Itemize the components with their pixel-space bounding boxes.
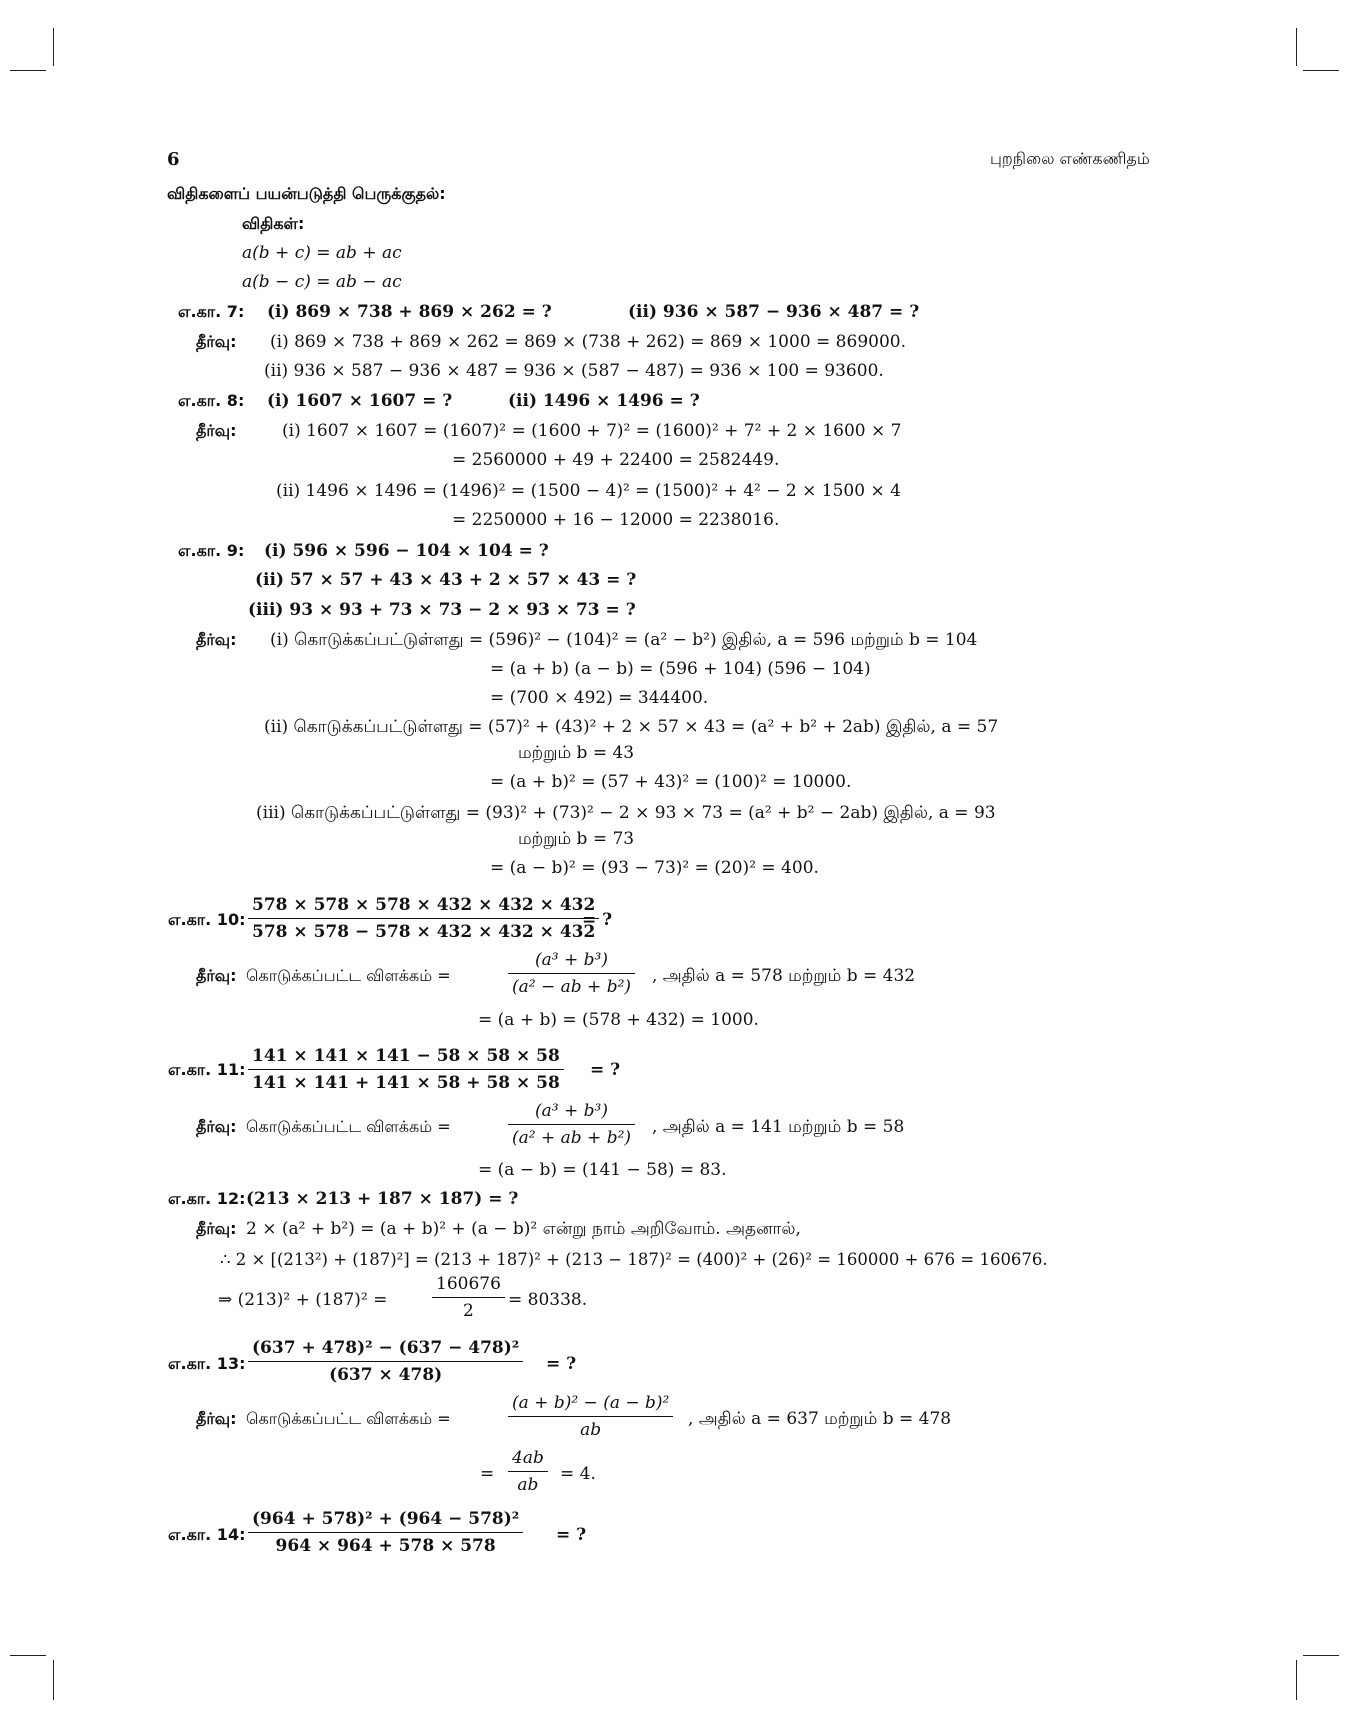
solution-label: தீர்வு: — [196, 1117, 237, 1136]
example-9-question-iii: (iii) 93 × 93 + 73 × 73 − 2 × 93 × 73 = ? — [248, 600, 636, 620]
fraction-denominator: (a² + ab + b²) — [512, 1128, 632, 1148]
example-8-question-ii: (ii) 1496 × 1496 = ? — [508, 391, 700, 411]
fraction-denominator: ab — [580, 1420, 602, 1440]
example-8-solution-i-result: = 2560000 + 49 + 22400 = 2582449. — [452, 450, 780, 470]
solution-label: தீர்வு: — [196, 966, 237, 985]
example-12-solution-identity: 2 × (a² + b²) = (a + b)² + (a − b)² என்று நாம் அறிவோம். அதனால், — [246, 1219, 801, 1239]
example-10-equals-question: = ? — [582, 910, 613, 930]
example-11-label: எ.கா. 11: — [168, 1060, 246, 1079]
example-12-label: எ.கா. 12: — [168, 1189, 246, 1208]
example-7-question-i: (i) 869 × 738 + 869 × 262 = ? — [267, 302, 552, 322]
fraction-numerator: 141 × 141 × 141 − 58 × 58 × 58 — [248, 1046, 564, 1070]
crop-mark — [10, 1655, 46, 1656]
fraction-denominator: 578 × 578 − 578 × 432 × 432 × 432 — [252, 922, 596, 942]
example-14-fraction — [248, 1509, 523, 1556]
fraction-denominator: 2 — [463, 1301, 474, 1321]
example-9-solution-ii: (ii) கொடுக்கப்பட்டுள்ளது = (57)² + (43)² + 2 × 57 × 43 = (a² + b² + 2ab) இதில், a = 57 — [264, 717, 999, 737]
fraction-numerator: (a + b)² − (a − b)² — [508, 1393, 673, 1417]
example-9-solution-i-step2: = (a + b) (a − b) = (596 + 104) (596 − 104) — [490, 659, 871, 679]
example-10-solution-fraction — [508, 950, 635, 997]
fraction-numerator: (637 + 478)² − (637 − 478)² — [248, 1338, 523, 1362]
solution-label: தீர்வு: — [196, 1219, 237, 1238]
solution-label: தீர்வு: — [196, 332, 237, 351]
example-13-fraction — [248, 1338, 523, 1385]
example-11-fraction — [248, 1046, 564, 1093]
running-title: புறநிலை எண்கணிதம் — [990, 149, 1150, 168]
example-13-result-tail: = 4. — [560, 1464, 596, 1484]
example-10-fraction — [248, 895, 599, 942]
example-13-equals-question: = ? — [546, 1354, 577, 1374]
example-11-solution-fraction — [508, 1101, 635, 1148]
example-8-label: எ.கா. 8: — [178, 391, 245, 410]
crop-mark — [53, 1660, 54, 1700]
crop-mark — [1303, 70, 1339, 71]
example-8-solution-i: (i) 1607 × 1607 = (1607)² = (1600 + 7)² = (1600)² + 7² + 2 × 1600 × 7 — [282, 421, 902, 441]
fraction-numerator: 578 × 578 × 578 × 432 × 432 × 432 — [248, 895, 599, 919]
rules-label: விதிகள்: — [242, 214, 305, 233]
rule-distribute-minus: a(b − c) = ab − ac — [242, 272, 402, 292]
example-9-solution-i-result: = (700 × 492) = 344400. — [490, 688, 709, 708]
crop-mark — [1303, 1655, 1339, 1656]
example-11-equals-question: = ? — [590, 1060, 621, 1080]
solution-label: தீர்வு: — [196, 630, 237, 649]
crop-mark — [1296, 1660, 1297, 1700]
example-10-solution-result: = (a + b) = (578 + 432) = 1000. — [478, 1010, 759, 1030]
example-13-label: எ.கா. 13: — [168, 1354, 246, 1373]
example-10-label: எ.கா. 10: — [168, 910, 246, 929]
example-9-label: எ.கா. 9: — [178, 541, 245, 560]
example-9-question-ii: (ii) 57 × 57 + 43 × 43 + 2 × 57 × 43 = ? — [255, 570, 637, 590]
example-9-solution-iii: (iii) கொடுக்கப்பட்டுள்ளது = (93)² + (73)² − 2 × 93 × 73 = (a² + b² − 2ab) இதில், a = 93 — [256, 803, 996, 823]
example-9-solution-iii-result: = (a − b)² = (93 − 73)² = (20)² = 400. — [490, 858, 819, 878]
example-13-solution-fraction — [508, 1393, 673, 1440]
example-7-solution-i: (i) 869 × 738 + 869 × 262 = 869 × (738 + 262) = 869 × 1000 = 869000. — [270, 332, 906, 352]
example-11-solution-result: = (a − b) = (141 − 58) = 83. — [478, 1160, 727, 1180]
example-14-equals-question: = ? — [556, 1525, 587, 1545]
example-13-result-fraction — [508, 1448, 548, 1495]
solution-label: தீர்வு: — [196, 421, 237, 440]
section-title: விதிகளைப் பயன்படுத்தி பெருக்குதல்: — [167, 184, 446, 203]
fraction-denominator: (637 × 478) — [329, 1365, 443, 1385]
example-12-question: (213 × 213 + 187 × 187) = ? — [246, 1189, 519, 1209]
example-7-question-ii: (ii) 936 × 587 − 936 × 487 = ? — [628, 302, 920, 322]
example-13-solution-lead: கொடுக்கப்பட்ட விளக்கம் = — [246, 1409, 451, 1428]
example-12-solution-final-lead: ⇒ (213)² + (187)² = — [218, 1290, 388, 1310]
rule-distribute-plus: a(b + c) = ab + ac — [242, 243, 402, 263]
crop-mark — [53, 28, 54, 66]
example-8-solution-ii-result: = 2250000 + 16 − 12000 = 2238016. — [452, 510, 780, 530]
example-7-solution-ii: (ii) 936 × 587 − 936 × 487 = 936 × (587 − 487) = 936 × 100 = 93600. — [264, 361, 884, 381]
example-9-solution-i: (i) கொடுக்கப்பட்டுள்ளது = (596)² − (104)² = (a² − b²) இதில், a = 596 மற்றும் b = 104 — [270, 630, 978, 650]
example-7-label: எ.கா. 7: — [178, 302, 245, 321]
example-10-solution-tail: , அதில் a = 578 மற்றும் b = 432 — [652, 966, 916, 986]
example-13-result-equals: = — [480, 1464, 495, 1484]
example-11-solution-tail: , அதில் a = 141 மற்றும் b = 58 — [652, 1117, 905, 1137]
solution-label: தீர்வு: — [196, 1409, 237, 1428]
example-12-solution-fraction — [432, 1274, 505, 1321]
crop-mark — [10, 70, 46, 71]
crop-mark — [1296, 28, 1297, 66]
fraction-numerator: (a³ + b³) — [508, 950, 635, 974]
example-9-solution-ii-cont: மற்றும் b = 43 — [518, 743, 635, 763]
fraction-numerator: (964 + 578)² + (964 − 578)² — [248, 1509, 523, 1533]
fraction-denominator: ab — [517, 1475, 539, 1495]
example-14-label: எ.கா. 14: — [168, 1525, 246, 1544]
fraction-numerator: 4ab — [508, 1448, 548, 1472]
example-9-question-i: (i) 596 × 596 − 104 × 104 = ? — [264, 541, 549, 561]
example-9-solution-ii-result: = (a + b)² = (57 + 43)² = (100)² = 10000. — [490, 772, 852, 792]
fraction-denominator: (a² − ab + b²) — [512, 977, 632, 997]
example-10-solution-lead: கொடுக்கப்பட்ட விளக்கம் = — [246, 966, 451, 985]
example-13-solution-tail: , அதில் a = 637 மற்றும் b = 478 — [688, 1409, 952, 1429]
fraction-denominator: 141 × 141 + 141 × 58 + 58 × 58 — [252, 1073, 560, 1093]
fraction-numerator: 160676 — [432, 1274, 505, 1298]
page-number: 6 — [167, 149, 180, 170]
example-12-solution-final-tail: = 80338. — [508, 1290, 588, 1310]
example-9-solution-iii-cont: மற்றும் b = 73 — [518, 829, 635, 849]
fraction-denominator: 964 × 964 + 578 × 578 — [275, 1536, 496, 1556]
fraction-numerator: (a³ + b³) — [508, 1101, 635, 1125]
example-8-question-i: (i) 1607 × 1607 = ? — [267, 391, 453, 411]
example-11-solution-lead: கொடுக்கப்பட்ட விளக்கம் = — [246, 1117, 451, 1136]
example-12-solution-step: ∴ 2 × [(213²) + (187)²] = (213 + 187)² + (213 − 187)² = (400)² + (26)² = 160000 + 676 = 160676. — [220, 1250, 1048, 1269]
example-8-solution-ii: (ii) 1496 × 1496 = (1496)² = (1500 − 4)² = (1500)² + 4² − 2 × 1500 × 4 — [276, 481, 901, 501]
